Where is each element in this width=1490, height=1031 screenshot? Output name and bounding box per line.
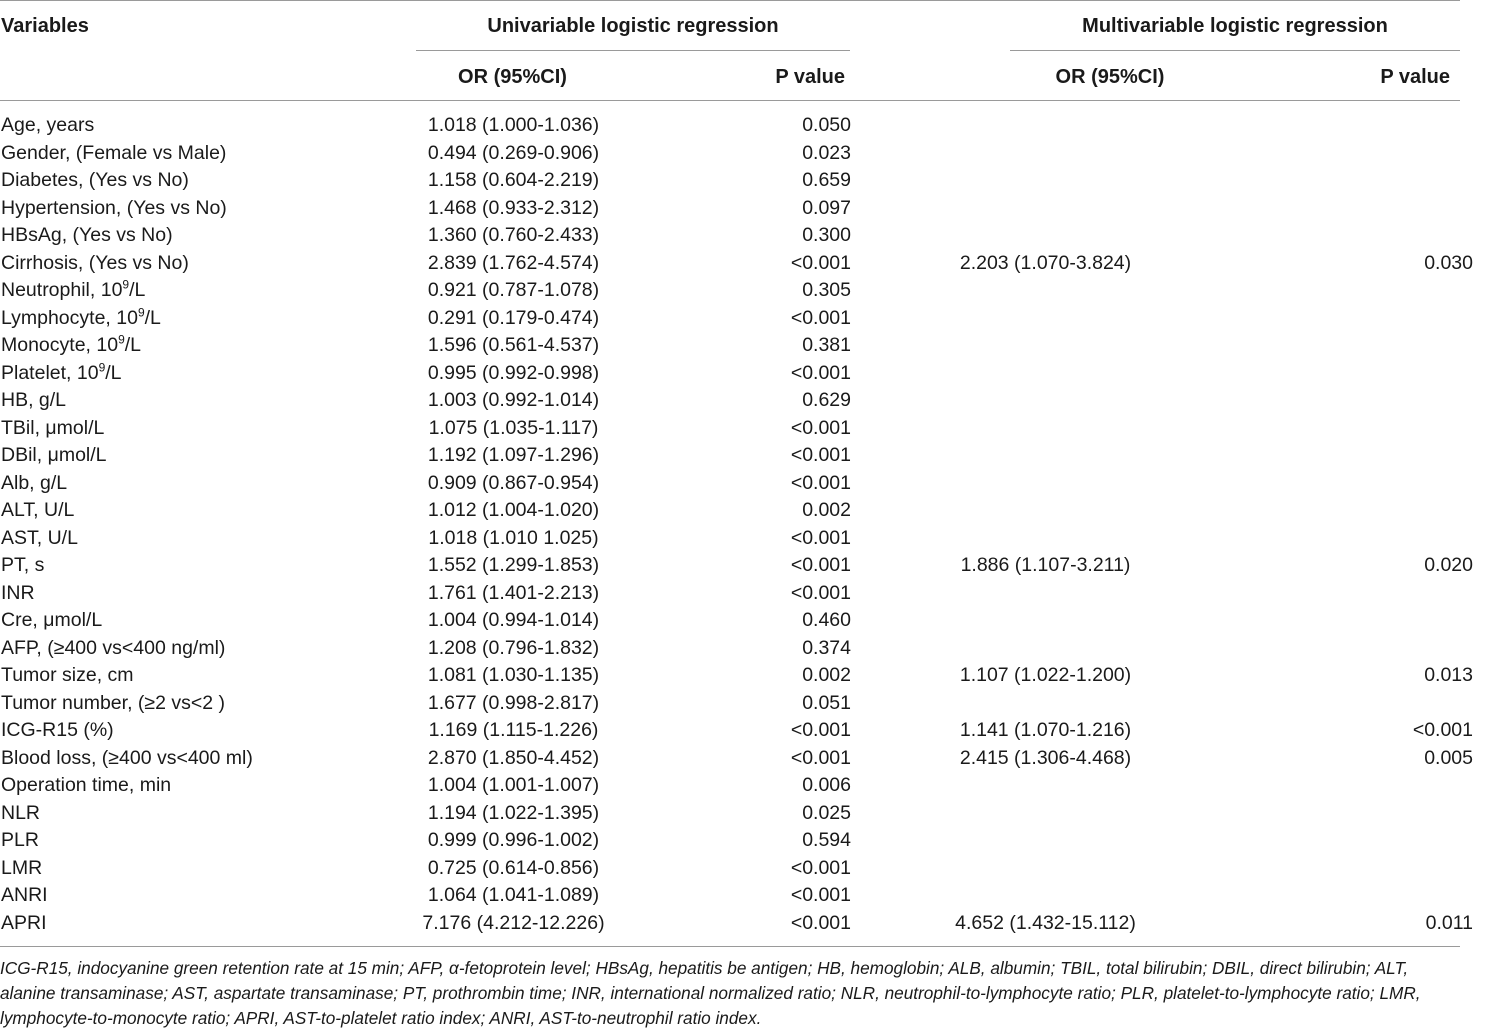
- univariable-or-cell: 1.596 (0.561-4.537): [427, 334, 600, 357]
- header-variables: Variables: [1, 15, 89, 37]
- univariable-or-cell: 0.999 (0.996-1.002): [427, 829, 600, 852]
- variable-cell: [0, 277, 416, 305]
- table-row: [0, 855, 1490, 883]
- variable-superscript: 9: [137, 305, 145, 320]
- variable-label: LMR: [1, 856, 43, 879]
- univariable-p-cell: <0.001: [790, 554, 851, 577]
- variable-cell: [0, 635, 416, 663]
- table-row: [0, 662, 1490, 690]
- univariable-or-cell: 1.468 (0.933-2.312): [427, 196, 600, 219]
- univariable-p-cell: 0.374: [802, 636, 851, 659]
- table-row: [0, 442, 1490, 470]
- multivariable-or-cell: [863, 800, 1228, 828]
- table-row: [0, 140, 1490, 168]
- table-row: [0, 525, 1490, 553]
- univariable-or-cell: 1.169 (1.115-1.226): [428, 719, 599, 742]
- univariable-p-cell: 0.460: [802, 609, 851, 632]
- variable-cell: [0, 855, 416, 883]
- univariable-p-cell: 0.300: [802, 224, 851, 247]
- multivariable-p-cell: [1228, 690, 1490, 718]
- univariable-p-cell: 0.097: [802, 196, 851, 219]
- multivariable-or-cell: 1.886 (1.107-3.211): [960, 554, 1131, 577]
- header-uni-or: OR (95%CI): [458, 66, 567, 88]
- univariable-or-cell: 1.158 (0.604-2.219): [427, 169, 600, 192]
- variable-label: Cirrhosis, (Yes vs No): [1, 251, 189, 274]
- univariable-or-cell: 1.018 (1.000-1.036): [427, 114, 600, 137]
- univariable-or-cell: 1.004 (1.001-1.007): [427, 774, 600, 797]
- multivariable-p-cell: [1228, 387, 1490, 415]
- variable-cell: [0, 195, 416, 223]
- multivariable-p-cell: [1228, 497, 1490, 525]
- univariable-p-cell: 0.051: [802, 691, 851, 714]
- table-row: [0, 607, 1490, 635]
- multivariable-p-cell: [1228, 442, 1490, 470]
- table-row: [0, 690, 1490, 718]
- multivariable-p-cell: [1228, 360, 1490, 388]
- multivariable-or-cell: [863, 580, 1228, 608]
- univariable-underline: [416, 50, 850, 51]
- variable-unit-suffix: /L: [129, 279, 146, 302]
- univariable-p-cell: 0.002: [802, 499, 851, 522]
- univariable-p-cell: 0.659: [802, 169, 851, 192]
- multivariable-p-cell: [1228, 112, 1490, 140]
- table-row: [0, 195, 1490, 223]
- header-uni-p: P value: [775, 66, 845, 88]
- multivariable-or-cell: [863, 277, 1228, 305]
- multivariable-or-cell: [863, 360, 1228, 388]
- header-univariable: Univariable logistic regression: [487, 15, 779, 37]
- variable-label: AST, U/L: [1, 526, 78, 549]
- multivariable-or-cell: [863, 305, 1228, 333]
- multivariable-or-cell: 2.203 (1.070-3.824): [959, 251, 1132, 274]
- variable-cell: [0, 717, 416, 745]
- table-row: [0, 277, 1490, 305]
- multivariable-underline: [1010, 50, 1460, 51]
- variable-cell: [0, 525, 416, 553]
- variable-label: Platelet, 10: [1, 361, 99, 384]
- multivariable-or-cell: [863, 112, 1228, 140]
- variable-label: HB, g/L: [1, 389, 67, 412]
- variable-cell: [0, 332, 416, 360]
- variable-cell: [0, 580, 416, 608]
- univariable-p-cell: <0.001: [790, 884, 851, 907]
- table-row: [0, 827, 1490, 855]
- multivariable-or-cell: 1.107 (1.022-1.200): [959, 664, 1132, 687]
- table-row: [0, 470, 1490, 498]
- multivariable-or-cell: [863, 607, 1228, 635]
- multivariable-or-cell: [863, 332, 1228, 360]
- variable-cell: [0, 607, 416, 635]
- univariable-or-cell: 2.870 (1.850-4.452): [427, 746, 600, 769]
- table-row: [0, 250, 1490, 278]
- variable-label: Monocyte, 10: [1, 334, 119, 357]
- univariable-p-cell: <0.001: [790, 471, 851, 494]
- multivariable-p-cell: [1228, 167, 1490, 195]
- variable-label: Operation time, min: [1, 774, 172, 797]
- multivariable-p-cell: [1228, 470, 1490, 498]
- multivariable-or-cell: [863, 525, 1228, 553]
- univariable-or-cell: 1.081 (1.030-1.135): [427, 664, 600, 687]
- table-row: [0, 580, 1490, 608]
- multivariable-p-cell: [1228, 635, 1490, 663]
- table-row: [0, 910, 1490, 938]
- variable-cell: [0, 745, 416, 773]
- multivariable-p-cell: [1228, 827, 1490, 855]
- univariable-or-cell: 1.012 (1.004-1.020): [427, 499, 600, 522]
- univariable-or-cell: 1.192 (1.097-1.296): [427, 444, 600, 467]
- variable-cell: [0, 772, 416, 800]
- regression-table: [0, 112, 1490, 937]
- table-row: [0, 552, 1490, 580]
- univariable-or-cell: 1.018 (1.010 1.025): [428, 526, 599, 549]
- table-row: [0, 222, 1490, 250]
- univariable-or-cell: 0.494 (0.269-0.906): [427, 141, 600, 164]
- univariable-or-cell: 1.075 (1.035-1.117): [428, 416, 599, 439]
- variable-label: Age, years: [1, 114, 95, 137]
- variable-label: Tumor size, cm: [1, 664, 134, 687]
- univariable-or-cell: 1.761 (1.401-2.213): [427, 581, 600, 604]
- univariable-p-cell: <0.001: [790, 746, 851, 769]
- univariable-p-cell: 0.050: [802, 114, 851, 137]
- univariable-p-cell: <0.001: [790, 444, 851, 467]
- multivariable-p-cell: [1228, 332, 1490, 360]
- variable-cell: [0, 442, 416, 470]
- univariable-p-cell: <0.001: [790, 251, 851, 274]
- multivariable-or-cell: [863, 772, 1228, 800]
- univariable-or-cell: 1.552 (1.299-1.853): [427, 554, 600, 577]
- multivariable-p-cell: [1228, 195, 1490, 223]
- header-multi-p: P value: [1380, 66, 1450, 88]
- table-footnote: ICG-R15, indocyanine green retention rate at 15 min; AFP, α-fetoprotein level; HBsAg, hepatitis be antigen; HB, hemoglobin; ALB, albumin; TBIL, total bilirubin; DBIL, direct bilirubin; ALT, alanine transaminase; AST, aspartate transaminase; PT, prothrombin time; INR, international normalized ratio; NLR, neutrophil-to-lymphocyte ratio; PLR, platelet-to-lymphocyte ratio; LMR, lymphocyte-to-monocyte ratio; APRI, AST-to-platelet ratio index; ANRI, AST-to-neutrophil ratio index.: [0, 958, 1421, 1028]
- variable-cell: [0, 222, 416, 250]
- univariable-p-cell: 0.381: [802, 334, 851, 357]
- univariable-or-cell: 1.677 (0.998-2.817): [427, 691, 600, 714]
- multivariable-or-cell: [863, 690, 1228, 718]
- variable-cell: [0, 415, 416, 443]
- table-row: [0, 415, 1490, 443]
- table-row: [0, 360, 1490, 388]
- variable-label: NLR: [1, 801, 41, 824]
- variable-cell: [0, 827, 416, 855]
- multivariable-or-cell: [863, 195, 1228, 223]
- variable-label: Cre, μmol/L: [1, 609, 103, 632]
- variable-label: INR: [1, 581, 35, 604]
- multivariable-p-cell: [1228, 305, 1490, 333]
- univariable-p-cell: 0.594: [802, 829, 851, 852]
- table-row: [0, 800, 1490, 828]
- univariable-p-cell: <0.001: [790, 361, 851, 384]
- table-row: [0, 772, 1490, 800]
- variable-label: HBsAg, (Yes vs No): [1, 224, 173, 247]
- variable-label: DBil, μmol/L: [1, 444, 107, 467]
- multivariable-or-cell: [863, 222, 1228, 250]
- table-row: [0, 882, 1490, 910]
- multivariable-or-cell: [863, 855, 1228, 883]
- variable-label: AFP, (≥400 vs<400 ng/ml): [1, 636, 226, 659]
- multivariable-or-cell: [863, 470, 1228, 498]
- variable-cell: [0, 882, 416, 910]
- variable-unit-suffix: /L: [124, 334, 142, 357]
- table-row: [0, 745, 1490, 773]
- univariable-p-cell: <0.001: [790, 719, 851, 742]
- multivariable-p-cell: [1228, 140, 1490, 168]
- univariable-or-cell: 1.360 (0.760-2.433): [427, 224, 600, 247]
- univariable-or-cell: 0.725 (0.614-0.856): [427, 856, 600, 879]
- univariable-or-cell: 0.995 (0.992-0.998): [427, 361, 600, 384]
- univariable-or-cell: 1.004 (0.994-1.014): [427, 609, 600, 632]
- multivariable-or-cell: [863, 497, 1228, 525]
- multivariable-or-cell: [863, 882, 1228, 910]
- table-row: [0, 305, 1490, 333]
- variable-cell: [0, 910, 416, 938]
- variable-cell: [0, 387, 416, 415]
- univariable-p-cell: 0.025: [802, 801, 851, 824]
- table-row: [0, 332, 1490, 360]
- univariable-or-cell: 2.839 (1.762-4.574): [427, 251, 600, 274]
- header-multi-or: OR (95%CI): [1055, 66, 1165, 88]
- variable-label: Hypertension, (Yes vs No): [1, 196, 227, 219]
- multivariable-p-cell: 0.030: [1424, 251, 1473, 274]
- multivariable-or-cell: 1.141 (1.070-1.216): [959, 719, 1132, 742]
- univariable-or-cell: 0.291 (0.179-0.474): [427, 306, 600, 329]
- table-row: [0, 635, 1490, 663]
- variable-label: ALT, U/L: [1, 499, 75, 522]
- univariable-or-cell: 0.921 (0.787-1.078): [427, 279, 600, 302]
- table-row: [0, 497, 1490, 525]
- multivariable-p-cell: 0.005: [1424, 746, 1473, 769]
- variable-label: PT, s: [1, 554, 45, 577]
- header-bottom-rule: [0, 100, 1460, 101]
- multivariable-or-cell: [863, 140, 1228, 168]
- variable-cell: [0, 305, 416, 333]
- multivariable-p-cell: [1228, 607, 1490, 635]
- multivariable-p-cell: <0.001: [1412, 719, 1473, 742]
- variable-label: ICG-R15 (%): [1, 719, 114, 742]
- multivariable-p-cell: [1228, 855, 1490, 883]
- table-row: [0, 167, 1490, 195]
- univariable-p-cell: 0.305: [802, 279, 851, 302]
- multivariable-or-cell: [863, 442, 1228, 470]
- multivariable-p-cell: [1228, 525, 1490, 553]
- variable-label: Blood loss, (≥400 vs<400 ml): [1, 746, 253, 769]
- variable-label: Lymphocyte, 10: [1, 306, 138, 329]
- header-multivariable: Multivariable logistic regression: [1082, 15, 1388, 37]
- univariable-p-cell: 0.006: [802, 774, 851, 797]
- variable-label: TBil, μmol/L: [1, 416, 105, 439]
- variable-cell: [0, 800, 416, 828]
- variable-superscript: 9: [122, 277, 130, 292]
- univariable-or-cell: 0.909 (0.867-0.954): [427, 471, 600, 494]
- variable-label: Diabetes, (Yes vs No): [1, 169, 189, 192]
- variable-cell: [0, 167, 416, 195]
- multivariable-p-cell: 0.020: [1424, 554, 1473, 577]
- multivariable-p-cell: [1228, 222, 1490, 250]
- univariable-p-cell: <0.001: [790, 416, 851, 439]
- univariable-p-cell: <0.001: [790, 911, 851, 934]
- variable-cell: [0, 552, 416, 580]
- univariable-p-cell: <0.001: [790, 526, 851, 549]
- variable-unit-suffix: /L: [105, 361, 122, 384]
- multivariable-or-cell: 4.652 (1.432-15.112): [955, 911, 1136, 934]
- table-body: [0, 112, 1490, 937]
- multivariable-p-cell: [1228, 415, 1490, 443]
- table-row: [0, 112, 1490, 140]
- univariable-or-cell: 1.064 (1.041-1.089): [427, 884, 600, 907]
- variable-cell: [0, 690, 416, 718]
- table-row: [0, 387, 1490, 415]
- univariable-p-cell: 0.002: [802, 664, 851, 687]
- multivariable-or-cell: [863, 415, 1228, 443]
- variable-superscript: 9: [98, 360, 106, 375]
- table-row: [0, 717, 1490, 745]
- univariable-p-cell: <0.001: [790, 581, 851, 604]
- variable-cell: [0, 140, 416, 168]
- variable-superscript: 9: [118, 332, 125, 347]
- variable-label: Tumor number, (≥2 vs<2 ): [1, 691, 226, 714]
- variable-label: Alb, g/L: [1, 471, 68, 494]
- variable-cell: [0, 470, 416, 498]
- multivariable-p-cell: [1228, 772, 1490, 800]
- univariable-p-cell: <0.001: [790, 856, 851, 879]
- variable-label: APRI: [1, 911, 47, 934]
- variable-label: Neutrophil, 10: [1, 279, 123, 302]
- variable-cell: [0, 360, 416, 388]
- multivariable-p-cell: 0.011: [1425, 911, 1473, 934]
- variable-cell: [0, 250, 416, 278]
- variable-unit-suffix: /L: [144, 306, 161, 329]
- variable-label: Gender, (Female vs Male): [1, 141, 227, 164]
- univariable-or-cell: 1.208 (0.796-1.832): [427, 636, 600, 659]
- univariable-or-cell: 1.003 (0.992-1.014): [427, 389, 600, 412]
- multivariable-p-cell: [1228, 882, 1490, 910]
- variable-cell: [0, 497, 416, 525]
- multivariable-or-cell: [863, 387, 1228, 415]
- univariable-or-cell: 1.194 (1.022-1.395): [427, 801, 600, 824]
- multivariable-or-cell: [863, 827, 1228, 855]
- univariable-p-cell: 0.629: [802, 389, 851, 412]
- multivariable-or-cell: [863, 167, 1228, 195]
- univariable-p-cell: 0.023: [802, 141, 851, 164]
- multivariable-p-cell: [1228, 800, 1490, 828]
- variable-label: ANRI: [1, 884, 48, 907]
- variable-label: PLR: [1, 829, 39, 852]
- variable-cell: [0, 112, 416, 140]
- footnote-rule: [0, 946, 1460, 947]
- multivariable-p-cell: [1228, 277, 1490, 305]
- multivariable-or-cell: 2.415 (1.306-4.468): [959, 746, 1132, 769]
- univariable-p-cell: <0.001: [790, 306, 851, 329]
- multivariable-p-cell: [1228, 580, 1490, 608]
- multivariable-or-cell: [863, 635, 1228, 663]
- variable-cell: [0, 662, 416, 690]
- multivariable-p-cell: 0.013: [1424, 664, 1473, 687]
- top-rule: [0, 0, 1460, 1]
- univariable-or-cell: 7.176 (4.212-12.226): [422, 911, 605, 934]
